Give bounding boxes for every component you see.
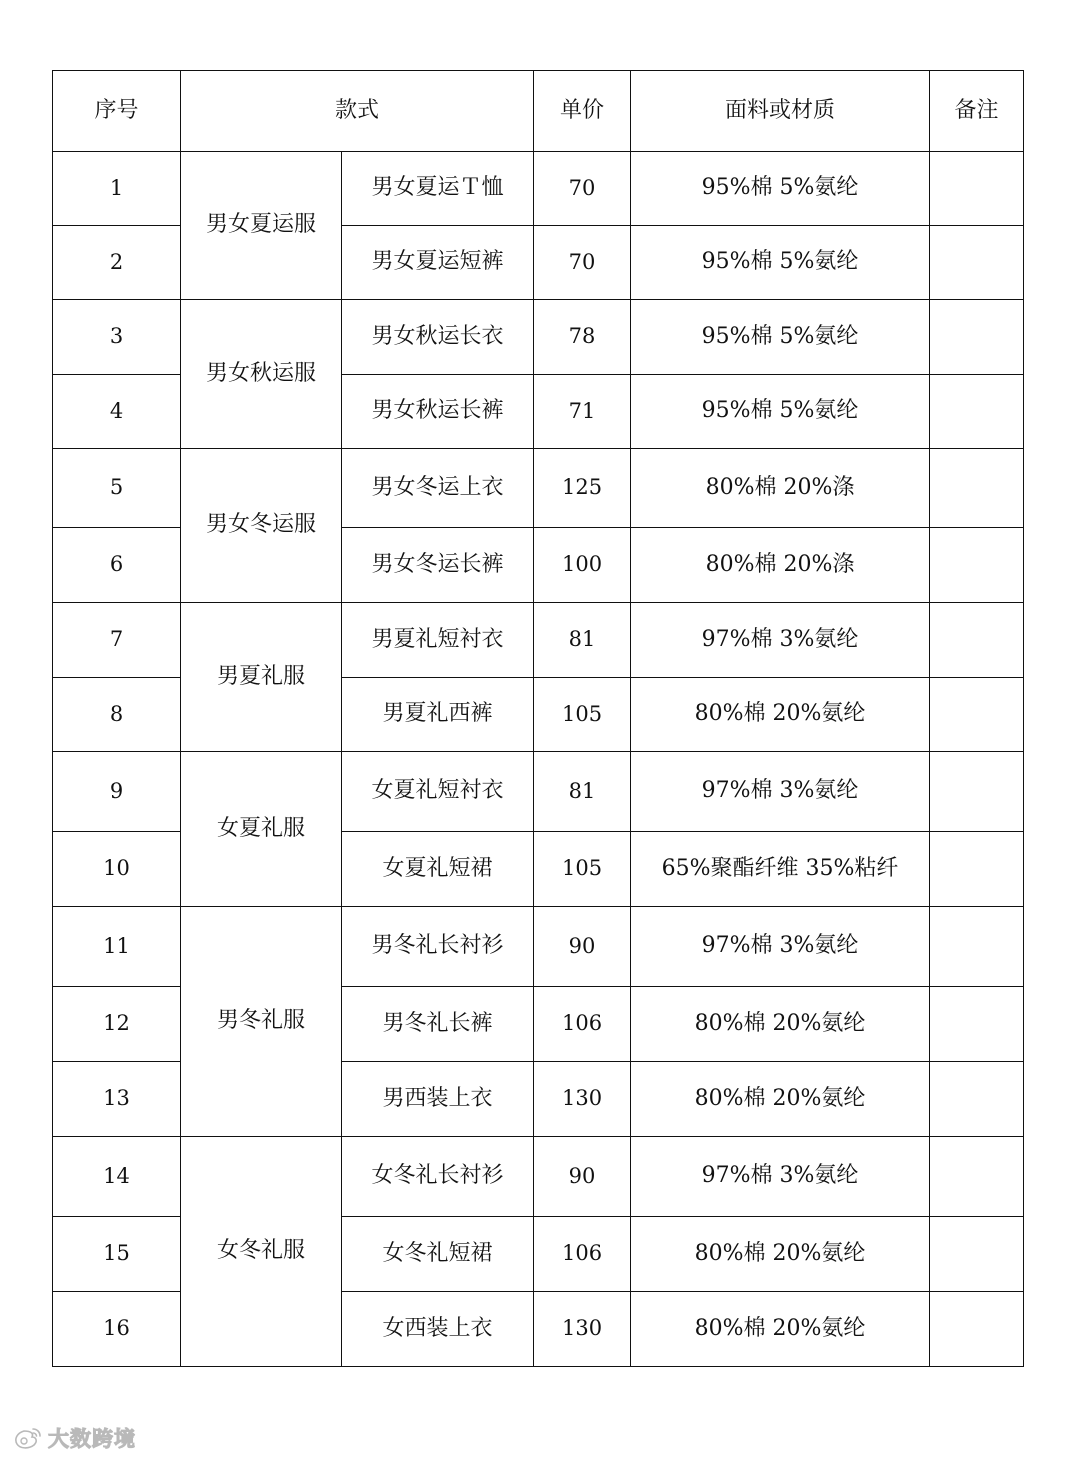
item-name: 男女夏运短裤 xyxy=(342,226,534,300)
material: 95%棉 5%氨纶 xyxy=(631,152,930,226)
group-name: 男女夏运服 xyxy=(181,152,342,300)
unit-price: 81 xyxy=(534,603,631,678)
material: 97%棉 3%氨纶 xyxy=(631,752,930,832)
material: 97%棉 3%氨纶 xyxy=(631,907,930,987)
table-row xyxy=(53,449,1024,528)
row-number: 10 xyxy=(53,832,181,907)
unit-price: 78 xyxy=(534,300,631,375)
remark xyxy=(930,375,1024,449)
remark xyxy=(930,152,1024,226)
row-number: 9 xyxy=(53,752,181,832)
header-index: 序号 xyxy=(53,71,181,152)
row-number: 5 xyxy=(53,449,181,528)
unit-price: 106 xyxy=(534,1217,631,1292)
table-row xyxy=(53,1137,1024,1217)
table-row xyxy=(53,300,1024,375)
group-name: 女冬礼服 xyxy=(181,1137,342,1367)
item-name: 男西装上衣 xyxy=(342,1062,534,1137)
table-header-row xyxy=(53,71,1024,152)
unit-price: 130 xyxy=(534,1062,631,1137)
row-number: 4 xyxy=(53,375,181,449)
row-number: 12 xyxy=(53,987,181,1062)
unit-price: 70 xyxy=(534,152,631,226)
material: 80%棉 20%氨纶 xyxy=(631,987,930,1062)
unit-price: 70 xyxy=(534,226,631,300)
material: 80%棉 20%涤 xyxy=(631,449,930,528)
row-number: 2 xyxy=(53,226,181,300)
remark xyxy=(930,1137,1024,1217)
item-name: 女冬礼短裙 xyxy=(342,1217,534,1292)
material: 80%棉 20%氨纶 xyxy=(631,1062,930,1137)
item-name: 男女夏运Ｔ恤 xyxy=(342,152,534,226)
remark xyxy=(930,449,1024,528)
material: 97%棉 3%氨纶 xyxy=(631,603,930,678)
material: 95%棉 5%氨纶 xyxy=(631,300,930,375)
remark xyxy=(930,752,1024,832)
row-number: 1 xyxy=(53,152,181,226)
row-number: 7 xyxy=(53,603,181,678)
unit-price: 90 xyxy=(534,1137,631,1217)
table-row xyxy=(53,603,1024,678)
material: 80%棉 20%氨纶 xyxy=(631,1292,930,1367)
remark xyxy=(930,1062,1024,1137)
uniform-price-table xyxy=(52,70,1024,1367)
remark xyxy=(930,907,1024,987)
remark xyxy=(930,603,1024,678)
unit-price: 81 xyxy=(534,752,631,832)
weibo-logo-icon xyxy=(12,1425,42,1451)
table-row xyxy=(53,152,1024,226)
item-name: 女冬礼长衬衫 xyxy=(342,1137,534,1217)
unit-price: 90 xyxy=(534,907,631,987)
material: 65%聚酯纤维 35%粘纤 xyxy=(631,832,930,907)
unit-price: 71 xyxy=(534,375,631,449)
remark xyxy=(930,300,1024,375)
unit-price: 130 xyxy=(534,1292,631,1367)
watermark-text: 大数跨境 xyxy=(48,1427,136,1451)
material: 80%棉 20%涤 xyxy=(631,528,930,603)
watermark xyxy=(12,1424,136,1452)
remark xyxy=(930,1292,1024,1367)
row-number: 16 xyxy=(53,1292,181,1367)
table-row xyxy=(53,752,1024,832)
header-style: 款式 xyxy=(181,71,534,152)
header-price: 单价 xyxy=(534,71,631,152)
unit-price: 105 xyxy=(534,678,631,752)
group-name: 男冬礼服 xyxy=(181,907,342,1137)
row-number: 3 xyxy=(53,300,181,375)
item-name: 男冬礼长衬衫 xyxy=(342,907,534,987)
item-name: 男冬礼长裤 xyxy=(342,987,534,1062)
item-name: 男女冬运长裤 xyxy=(342,528,534,603)
unit-price: 100 xyxy=(534,528,631,603)
item-name: 女夏礼短衬衣 xyxy=(342,752,534,832)
item-name: 男女秋运长衣 xyxy=(342,300,534,375)
item-name: 男夏礼西裤 xyxy=(342,678,534,752)
remark xyxy=(930,832,1024,907)
remark xyxy=(930,528,1024,603)
item-name: 女西装上衣 xyxy=(342,1292,534,1367)
unit-price: 125 xyxy=(534,449,631,528)
material: 80%棉 20%氨纶 xyxy=(631,1217,930,1292)
row-number: 13 xyxy=(53,1062,181,1137)
material: 80%棉 20%氨纶 xyxy=(631,678,930,752)
group-name: 女夏礼服 xyxy=(181,752,342,907)
material: 95%棉 5%氨纶 xyxy=(631,375,930,449)
header-material: 面料或材质 xyxy=(631,71,930,152)
table-body xyxy=(53,152,1024,1367)
table-row xyxy=(53,907,1024,987)
remark xyxy=(930,1217,1024,1292)
remark xyxy=(930,987,1024,1062)
row-number: 11 xyxy=(53,907,181,987)
row-number: 6 xyxy=(53,528,181,603)
header-remarks: 备注 xyxy=(930,71,1024,152)
material: 97%棉 3%氨纶 xyxy=(631,1137,930,1217)
item-name: 男女冬运上衣 xyxy=(342,449,534,528)
item-name: 男女秋运长裤 xyxy=(342,375,534,449)
remark xyxy=(930,226,1024,300)
item-name: 女夏礼短裙 xyxy=(342,832,534,907)
unit-price: 106 xyxy=(534,987,631,1062)
row-number: 14 xyxy=(53,1137,181,1217)
group-name: 男夏礼服 xyxy=(181,603,342,752)
row-number: 15 xyxy=(53,1217,181,1292)
row-number: 8 xyxy=(53,678,181,752)
group-name: 男女冬运服 xyxy=(181,449,342,603)
unit-price: 105 xyxy=(534,832,631,907)
item-name: 男夏礼短衬衣 xyxy=(342,603,534,678)
remark xyxy=(930,678,1024,752)
material: 95%棉 5%氨纶 xyxy=(631,226,930,300)
group-name: 男女秋运服 xyxy=(181,300,342,449)
